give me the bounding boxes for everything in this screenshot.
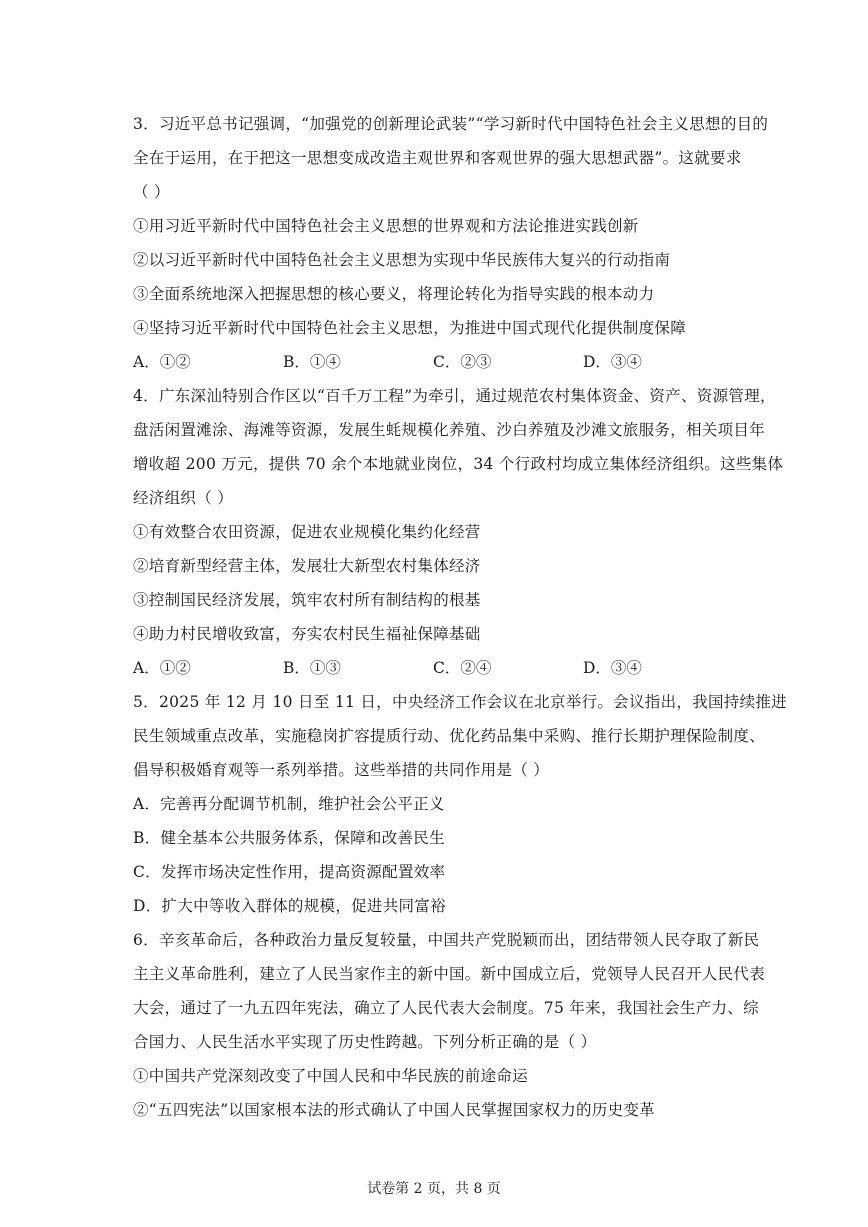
q5-choice-a: A．完善再分配调节机制，维护社会公平正义: [133, 795, 445, 813]
q4-stem-line: 4．广东深汕特别合作区以“百千万工程”为牵引，通过规范农村集体资金、资产、资源管理，: [133, 387, 776, 405]
q5-choice-b: B．健全基本公共服务体系，保障和改善民生: [133, 829, 445, 847]
q3-stem-line: 3．习近平总书记强调，“加强党的创新理论武装”“学习新时代中国特色社会主义思想的目的: [133, 115, 769, 133]
q3-option-b: B．①④: [283, 353, 341, 371]
q3-answer-blank: （ ）: [133, 183, 170, 201]
q6-stem-line: 合国力、人民生活水平实现了历史性跨越。下列分析正确的是（ ）: [133, 1033, 597, 1051]
q4-option-a: A．①②: [133, 659, 191, 677]
q3-option-c: C．②③: [433, 353, 492, 371]
q3-item: ①用习近平新时代中国特色社会主义思想的世界观和方法论推进实践创新: [133, 217, 639, 235]
q4-stem-line: 增收超 200 万元，提供 70 余个本地就业岗位，34 个行政村均成立集体经济组织。这些集体: [133, 455, 784, 473]
q3-item: ③全面系统地深入把握思想的核心要义，将理论转化为指导实践的根本动力: [133, 285, 655, 303]
question-3: [133, 111, 769, 383]
q6-stem-line: 主主义革命胜利，建立了人民当家作主的新中国。新中国成立后，党领导人民召开人民代表: [133, 965, 766, 983]
q3-item: ④坚持习近平新时代中国特色社会主义思想，为推进中国式现代化提供制度保障: [133, 319, 687, 337]
q3-option-d: D．③④: [583, 353, 642, 371]
q4-option-d: D．③④: [583, 659, 642, 677]
question-6: [133, 927, 766, 1131]
q6-item: ①中国共产党深刻改变了中国人民和中华民族的前途命运: [133, 1067, 529, 1085]
q3-item: ②以习近平新时代中国特色社会主义思想为实现中华民族伟大复兴的行动指南: [133, 251, 671, 269]
question-5: [133, 689, 787, 927]
q4-stem-line: 经济组织（ ）: [133, 489, 234, 507]
q5-stem-line: 倡导积极婚育观等一系列举措。这些举措的共同作用是（ ）: [133, 761, 550, 779]
exam-content: [133, 111, 787, 1131]
page-footer: 试卷第 2 页，共 8 页: [367, 1181, 501, 1197]
q6-item: ②“五四宪法”以国家根本法的形式确认了中国人民掌握国家权力的历史变革: [133, 1101, 656, 1119]
q4-stem-line: 盘活闲置滩涂、海滩等资源，发展生蚝规模化养殖、沙白养殖及沙滩文旅服务，相关项目年: [133, 421, 766, 439]
q6-stem-line: 大会，通过了一九五四年宪法，确立了人民代表大会制度。75 年来，我国社会生产力、综: [133, 999, 759, 1017]
q5-choice-c: C．发挥市场决定性作用，提高资源配置效率: [133, 863, 446, 881]
q5-stem-line: 民生领域重点改革，实施稳岗扩容提质行动、优化药品集中采购、推行长期护理保险制度、: [133, 727, 766, 745]
q4-item: ③控制国民经济发展，筑牢农村所有制结构的根基: [133, 591, 481, 609]
q4-item: ②培育新型经营主体，发展壮大新型农村集体经济: [133, 557, 481, 575]
q4-options: [133, 655, 753, 689]
q4-item: ④助力村民增收致富，夯实农村民生福祉保障基础: [133, 625, 481, 643]
q4-option-b: B．①③: [283, 659, 341, 677]
q4-option-c: C．②④: [433, 659, 492, 677]
q3-options: [133, 349, 753, 383]
q5-choice-d: D．扩大中等收入群体的规模，促进共同富裕: [133, 897, 446, 915]
q4-item: ①有效整合农田资源，促进农业规模化集约化经营: [133, 523, 481, 541]
q3-option-a: A．①②: [133, 353, 191, 371]
q3-stem-line: 全在于运用，在于把这一思想变成改造主观世界和客观世界的强大思想武器”。这就要求: [133, 149, 742, 167]
q5-stem-line: 5．2025 年 12 月 10 日至 11 日，中央经济工作会议在北京举行。会议指出，我国持续推进: [133, 693, 787, 711]
question-4: [133, 383, 784, 689]
q6-stem-line: 6．辛亥革命后，各种政治力量反复较量，中国共产党脱颖而出，团结带领人民夺取了新民: [133, 931, 760, 949]
